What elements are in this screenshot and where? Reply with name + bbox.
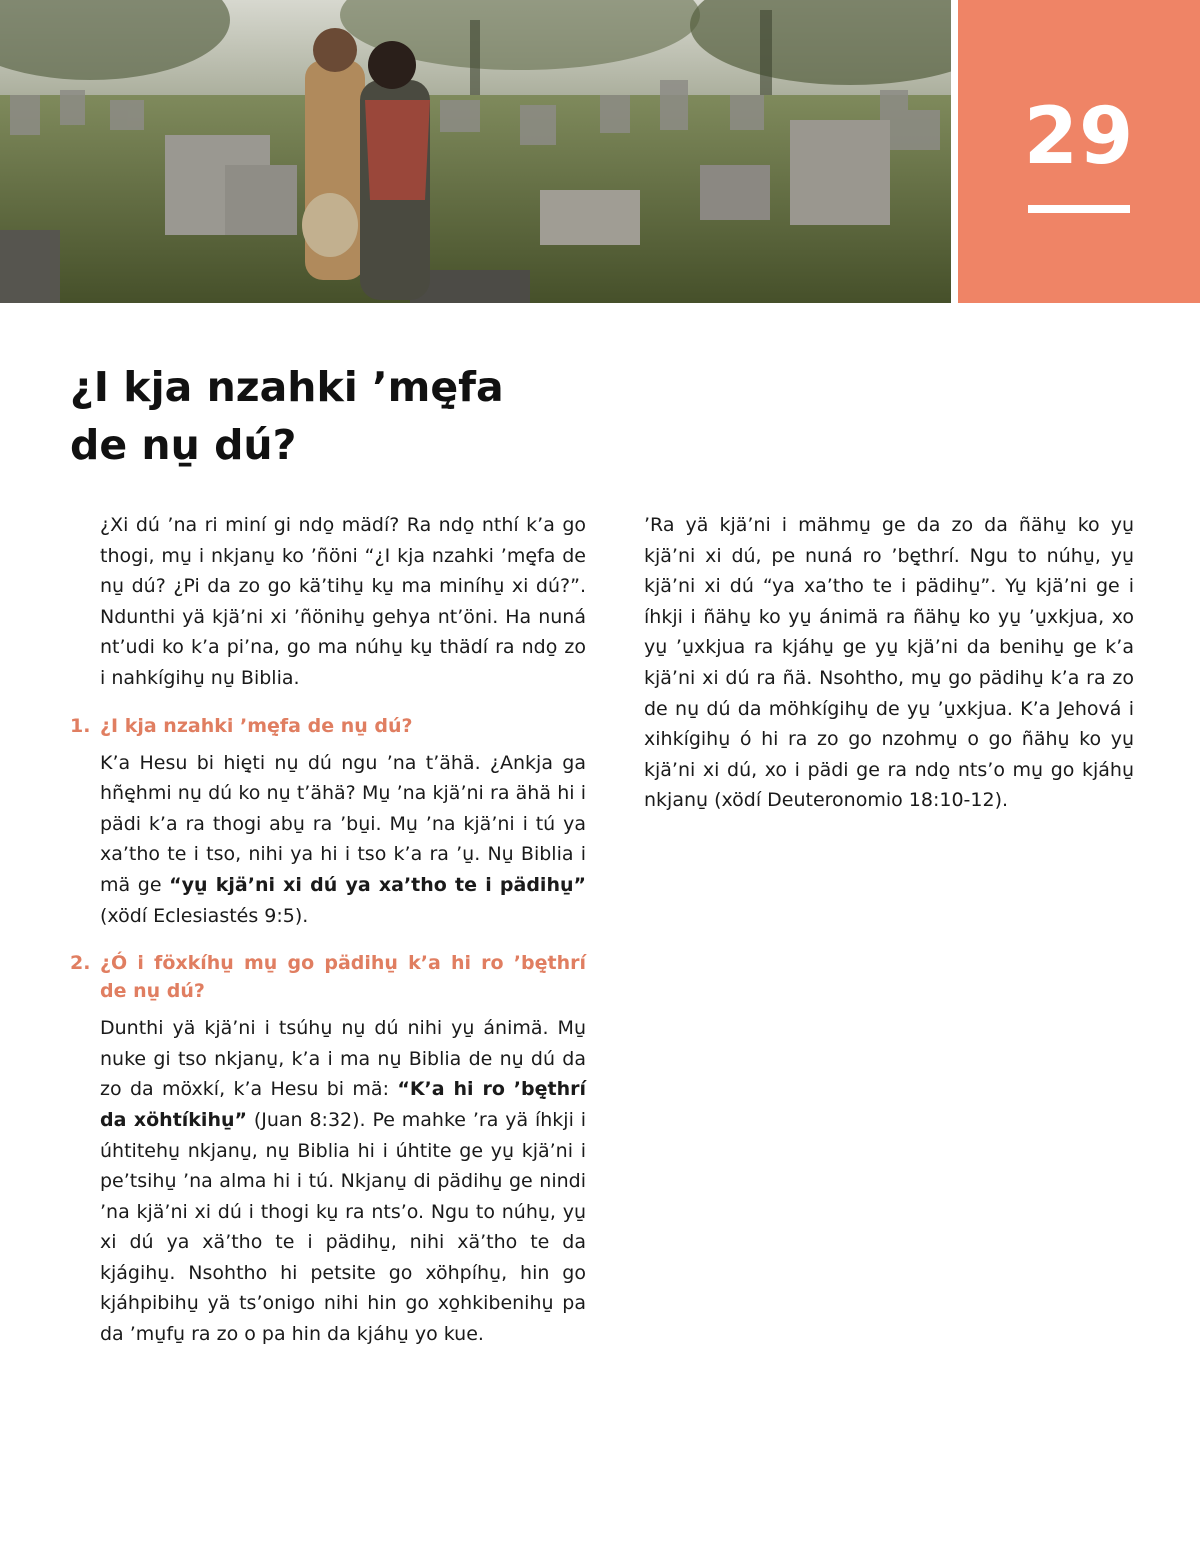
section-2-continuation: (Juan 8:32). Pe mahke ’ra yä íhkji i úhtitehu̱ nkjanu̱, nu̱ Biblia hi i úhtite ge yu̱ kjä’ni i pe’tsihu̱ ’na alma hi i tú. Nkjanu̱ di pädihu̱ ge nindi ’na kjä’ni xi dú i thogi ku̱ ra nts’o. Ngu to núhu̱, yu̱ xi dú ya xä’tho te i pädihu̱, nihi xä’tho te da kjágihu̱. Nsohtho hi petsite go xöhpíhu̱, hin go kjáhpibihu̱ yä ts’onigo nihi hin go xo̱hkibenihu̱ pa da ’mu̱fu̱ ra zo o pa hin da kjáhu̱ yo kue.: [100, 1108, 586, 1346]
intro-paragraph: ¿Xi dú ’na ri miní gi ndo̱ mädí? Ra ndo̱ nthí k’a go thogi, mu̱ i nkjanu̱ ko ’ñöni “¿I kja nzahki ’mę̱fa de nu̱ dú? ¿Pi da zo go kä’tihu̱ ku̱ ma miníhu̱ xi dú?”. Ndunthi yä kjä’ni xi ’ñönihu̱ gehya nt’öni. Ha nuná nt’udi ko k’a pi’na, go ma núhu̱ ku̱ thädí ra ndo̱ zo i nahkígihu̱ nu̱ Biblia.: [100, 514, 586, 689]
section-1-quote: “yu̱ kjä’ni xi dú ya xa’tho te i pädihu̱”: [169, 873, 586, 896]
section-1-heading: [70, 712, 586, 740]
section-1-text: K’a Hesu bi hię̱ti nu̱ dú ngu ’na t’ähä. ¿Ankja ga hñę̱hmi nu̱ dú ko nu̱ t’ähä? Mu̱ ’na kjä’ni ra ähä hi i pädi k’a ra thogi abu̱ ra ’bu̱i. Mu̱ ’na kjä’ni i tú ya xa’tho te i tso, nihi ya hi i tso k’a ra ’u̱. Nu̱ Biblia i mä ge: [100, 751, 586, 896]
section-2-paragraph: [100, 1013, 586, 1350]
section-1-number: 1.: [70, 714, 91, 737]
left-column: [70, 510, 586, 1362]
page-title: [70, 358, 630, 474]
section-2-heading: [70, 949, 586, 1005]
section-2-title: ¿Ó i föxkíhu̱ mu̱ go pädihu̱ k’a hi ro ’bę̱thrí de nu̱ dú?: [100, 952, 586, 1003]
hero-photo: [0, 0, 951, 303]
title-line-2: de nu̱ dú?: [70, 421, 297, 469]
right-column: [644, 510, 1134, 828]
section-1-paragraph: [100, 748, 586, 932]
cemetery-illustration: [0, 0, 951, 303]
chapter-underline: [1028, 205, 1130, 213]
section-2-number: 2.: [70, 952, 91, 975]
closing-paragraph: ’Ra yä kjä’ni i mähmu̱ ge da zo da ñähu̱ ko yu̱ kjä’ni xi dú, pe nuná ro ’bę̱thrí. Ngu to núhu̱, yu̱ kjä’ni xi dú “ya xa’tho te i pädihu̱”. Yu̱ kjä’ni ge i íhkji i ñähu̱ ko yu̱ ánimä ra ñähu̱ ko yu̱ ’u̱xkjua, xo yu̱ ’u̱xkjua ra kjáhu̱ ge yu̱ kjä’ni da benihu̱ ge k’a kjä’ni xi dú ra ñä. Nsohtho, mu̱ go pädihu̱ k’a ra zo de nu̱ dú da möhkígihu̱ de yu̱ ’u̱xkjua. K’a Jehová i xihkígihu̱ ó hi ra zo go nzohmu̱ o go ñähu̱ ko yu̱ kjä’ni xi dú, xo i pädi ge ra ndo̱ nts’o mu̱ go kjáhu̱ nkjanu̱ (xödí Deuteronomio 18:10-12).: [644, 514, 1134, 812]
section-1-title: ¿I kja nzahki ’mę̱fa de nu̱ dú?: [100, 714, 413, 737]
chapter-badge: [958, 0, 1200, 303]
section-2-text: Dunthi yä kjä’ni i tsúhu̱ nu̱ dú nihi yu̱ ánimä. Mu̱ nuke gi tso nkjanu̱, k’a i ma nu̱ Biblia de nu̱ dú da zo da möxkí, k’a Hesu bi mä:: [100, 1017, 586, 1101]
section-1-reference[interactable]: (xödí Eclesiastés 9:5).: [100, 904, 309, 927]
section-2-quote: “K’a hi ro ’bę̱thrí da xöhtíkihu̱”: [100, 1078, 586, 1131]
title-line-1: ¿I kja nzahki ’mę̱fa: [70, 363, 504, 411]
chapter-number: 29: [1023, 92, 1135, 182]
